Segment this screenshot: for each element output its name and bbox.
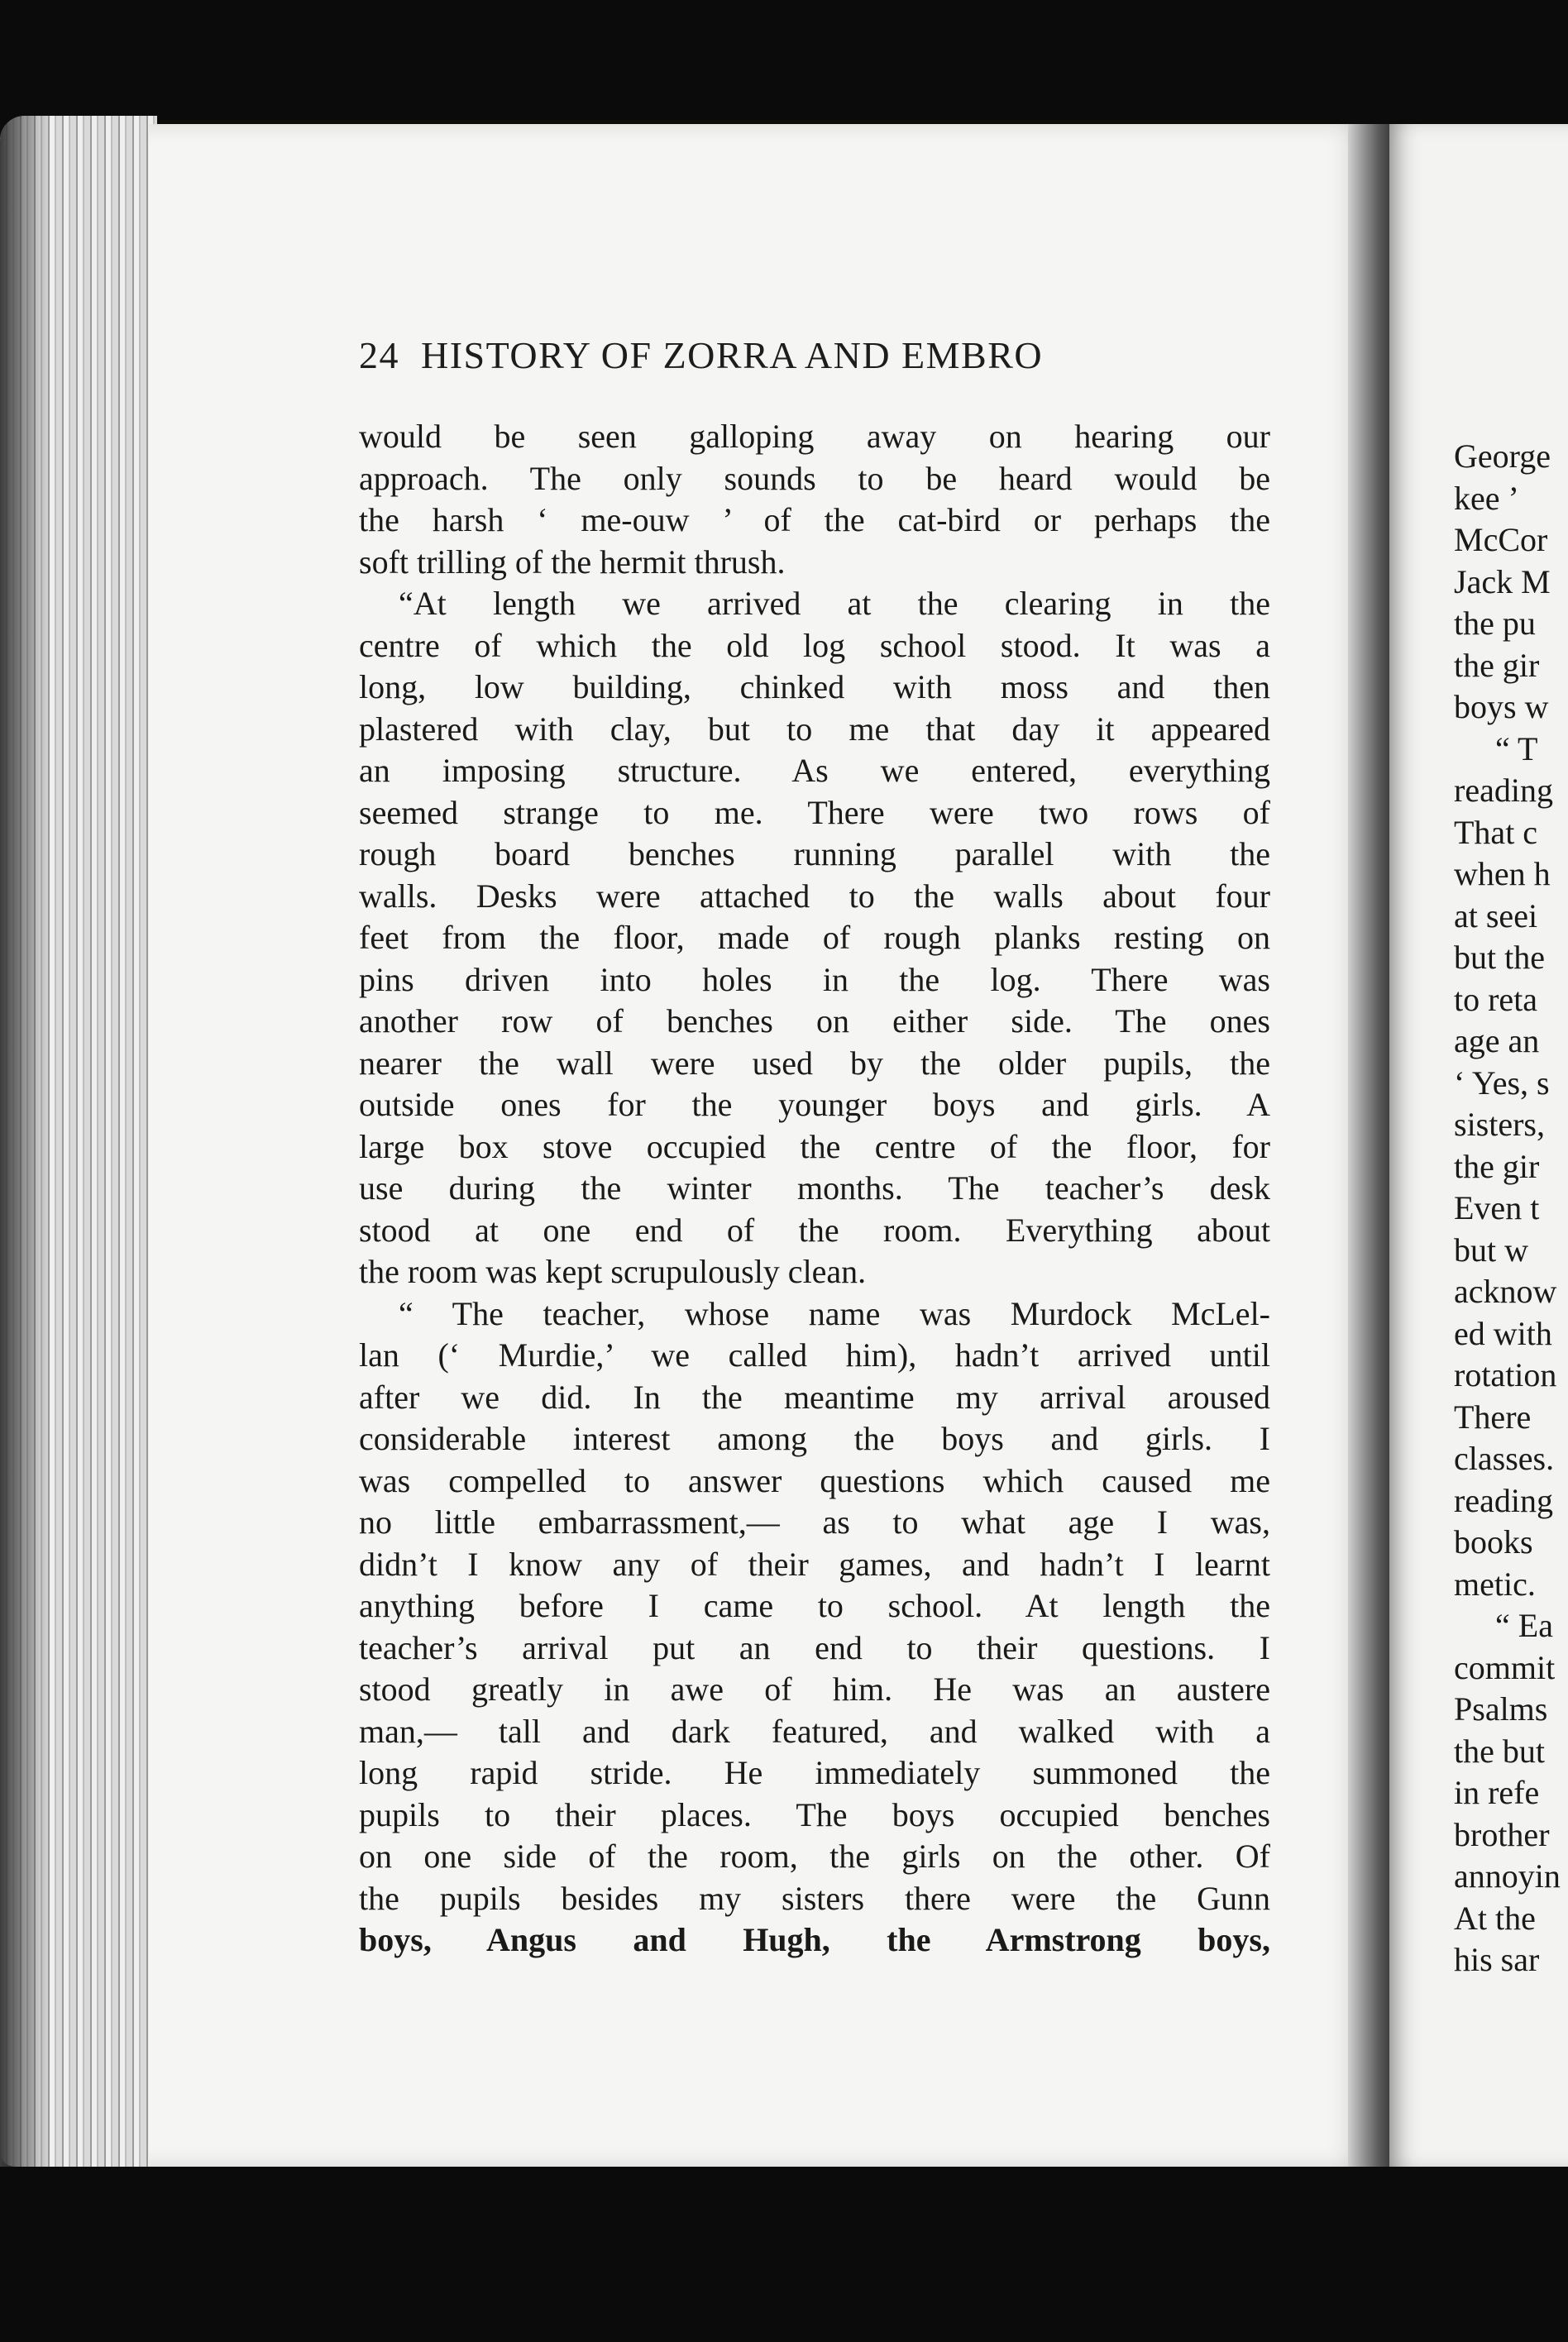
text-line: considerable interest among the boys and girls. I [359, 1420, 1270, 1457]
text-line: the pupils besides my sisters there were the Gunn [359, 1879, 1270, 1917]
text-line: long, low building, chinked with moss and then [359, 668, 1270, 705]
facing-page-line: books [1454, 1523, 1533, 1561]
facing-page-line: his sar [1454, 1941, 1540, 1978]
text-line: the harsh ‘ me-ouw ’ of the cat-bird or perhaps the [359, 501, 1270, 538]
text-line: stood greatly in awe of him. He was an austere [359, 1670, 1270, 1708]
facing-page-line: That c [1454, 813, 1538, 851]
right-page-text [1454, 436, 1568, 1981]
text-line: centre of which the old log school stood. It was a [359, 626, 1270, 664]
facing-page-line: age an [1454, 1022, 1540, 1059]
facing-page-line: classes. [1454, 1440, 1555, 1477]
text-line: use during the winter months. The teacher’s desk [359, 1169, 1270, 1207]
text-line: soft trilling of the hermit thrush. [359, 542, 786, 581]
text-line: large box stove occupied the centre of the floor, for [359, 1127, 1270, 1165]
facing-page-line: There [1454, 1398, 1532, 1436]
facing-page-line: McCor [1454, 521, 1548, 558]
text-line: after we did. In the meantime my arrival aroused [359, 1378, 1270, 1416]
text-line: long rapid stride. He immediately summoned the [359, 1754, 1270, 1791]
facing-page-line: Psalms [1454, 1690, 1548, 1728]
page-edges-shadow [0, 116, 50, 2167]
text-line: seemed strange to me. There were two rows of [359, 793, 1270, 831]
facing-page-line: the gir [1454, 1147, 1540, 1185]
facing-page-line: acknow [1454, 1273, 1557, 1310]
text-line: didn’t I know any of their games, and hadn’t I learnt [359, 1545, 1270, 1583]
text-line: nearer the wall were used by the older pupils, the [359, 1044, 1270, 1082]
text-line: the room was kept scrupulously clean. [359, 1253, 867, 1290]
text-line: anything before I came to school. At length the [359, 1587, 1270, 1624]
text-line: man,— tall and dark featured, and walked with a [359, 1712, 1270, 1750]
facing-page-line: to reta [1454, 980, 1538, 1018]
facing-page-line: but the [1454, 939, 1545, 976]
text-line: “At length we arrived at the clearing in the [399, 585, 1270, 622]
facing-page-line: annoyin [1454, 1857, 1561, 1895]
facing-page-line: in refe [1454, 1774, 1540, 1811]
scan-background-top [0, 0, 1568, 124]
facing-page-line: kee ’ [1454, 479, 1519, 517]
text-line: was compelled to answer questions which caused me [359, 1461, 1270, 1499]
text-line: outside ones for the younger boys and girls. A [359, 1086, 1270, 1123]
facing-page-line: ‘ Yes, s [1454, 1063, 1550, 1102]
text-line: another row of benches on either side. The ones [359, 1002, 1270, 1040]
text-line: an imposing structure. As we entered, everything [359, 752, 1270, 789]
left-page-text [359, 416, 1270, 1962]
facing-page-line: sisters, [1454, 1106, 1545, 1143]
facing-page-line: brother [1454, 1815, 1550, 1853]
text-line: pins driven into holes in the log. There was [359, 960, 1270, 998]
text-line: feet from the floor, made of rough planks resting on [359, 919, 1270, 956]
text-line: on one side of the room, the girls on the other. Of [359, 1838, 1270, 1875]
text-line: approach. The only sounds to be heard would be [359, 459, 1270, 497]
facing-page-line: the but [1454, 1732, 1545, 1770]
text-line: stood at one end of the room. Everything about [359, 1211, 1270, 1249]
facing-page-line: Jack M [1454, 562, 1551, 600]
facing-page-line: when h [1454, 855, 1551, 892]
page-number: 24 [359, 334, 399, 376]
facing-page-line: George [1454, 437, 1551, 475]
text-line: teacher’s arrival put an end to their questions. I [359, 1628, 1270, 1666]
text-line: rough board benches running parallel with the [359, 835, 1270, 872]
facing-page-line: the pu [1454, 605, 1536, 642]
text-line: would be seen galloping away on hearing our [359, 418, 1270, 455]
book-title: HISTORY OF ZORRA AND EMBRO [421, 334, 1044, 376]
facing-page-line: At the [1454, 1899, 1536, 1937]
facing-page-line: rotation [1454, 1356, 1557, 1393]
text-line: pupils to their places. The boys occupied benches [359, 1795, 1270, 1833]
text-line: boys, Angus and Hugh, the Armstrong boys, [359, 1921, 1270, 1958]
facing-page-line: boys w [1454, 688, 1549, 725]
facing-page-line: “ T [1495, 729, 1538, 767]
facing-page-line: ed with [1454, 1314, 1552, 1352]
facing-page-line: “ Ea [1495, 1607, 1553, 1644]
facing-page-line: reading [1454, 772, 1553, 809]
facing-page-line: at seei [1454, 896, 1538, 934]
facing-page-line: but w [1454, 1231, 1528, 1269]
text-line: walls. Desks were attached to the walls about four [359, 877, 1270, 915]
text-line: no little embarrassment,— as to what age I was, [359, 1503, 1270, 1541]
facing-page-line: reading [1454, 1481, 1553, 1519]
facing-page-line: metic. [1454, 1565, 1536, 1603]
text-line: “ The teacher, whose name was Murdock McLel- [399, 1294, 1270, 1332]
facing-page-line: Even t [1454, 1189, 1540, 1226]
text-line: lan (‘ Murdie,’ we called him), hadn’t arrived until [359, 1336, 1270, 1374]
text-line: plastered with clay, but to me that day it appeared [359, 710, 1270, 748]
running-head [359, 329, 1269, 382]
facing-page-line: the gir [1454, 646, 1540, 684]
facing-page-line: commit [1454, 1648, 1556, 1686]
scan-background-bottom [0, 2154, 1568, 2342]
